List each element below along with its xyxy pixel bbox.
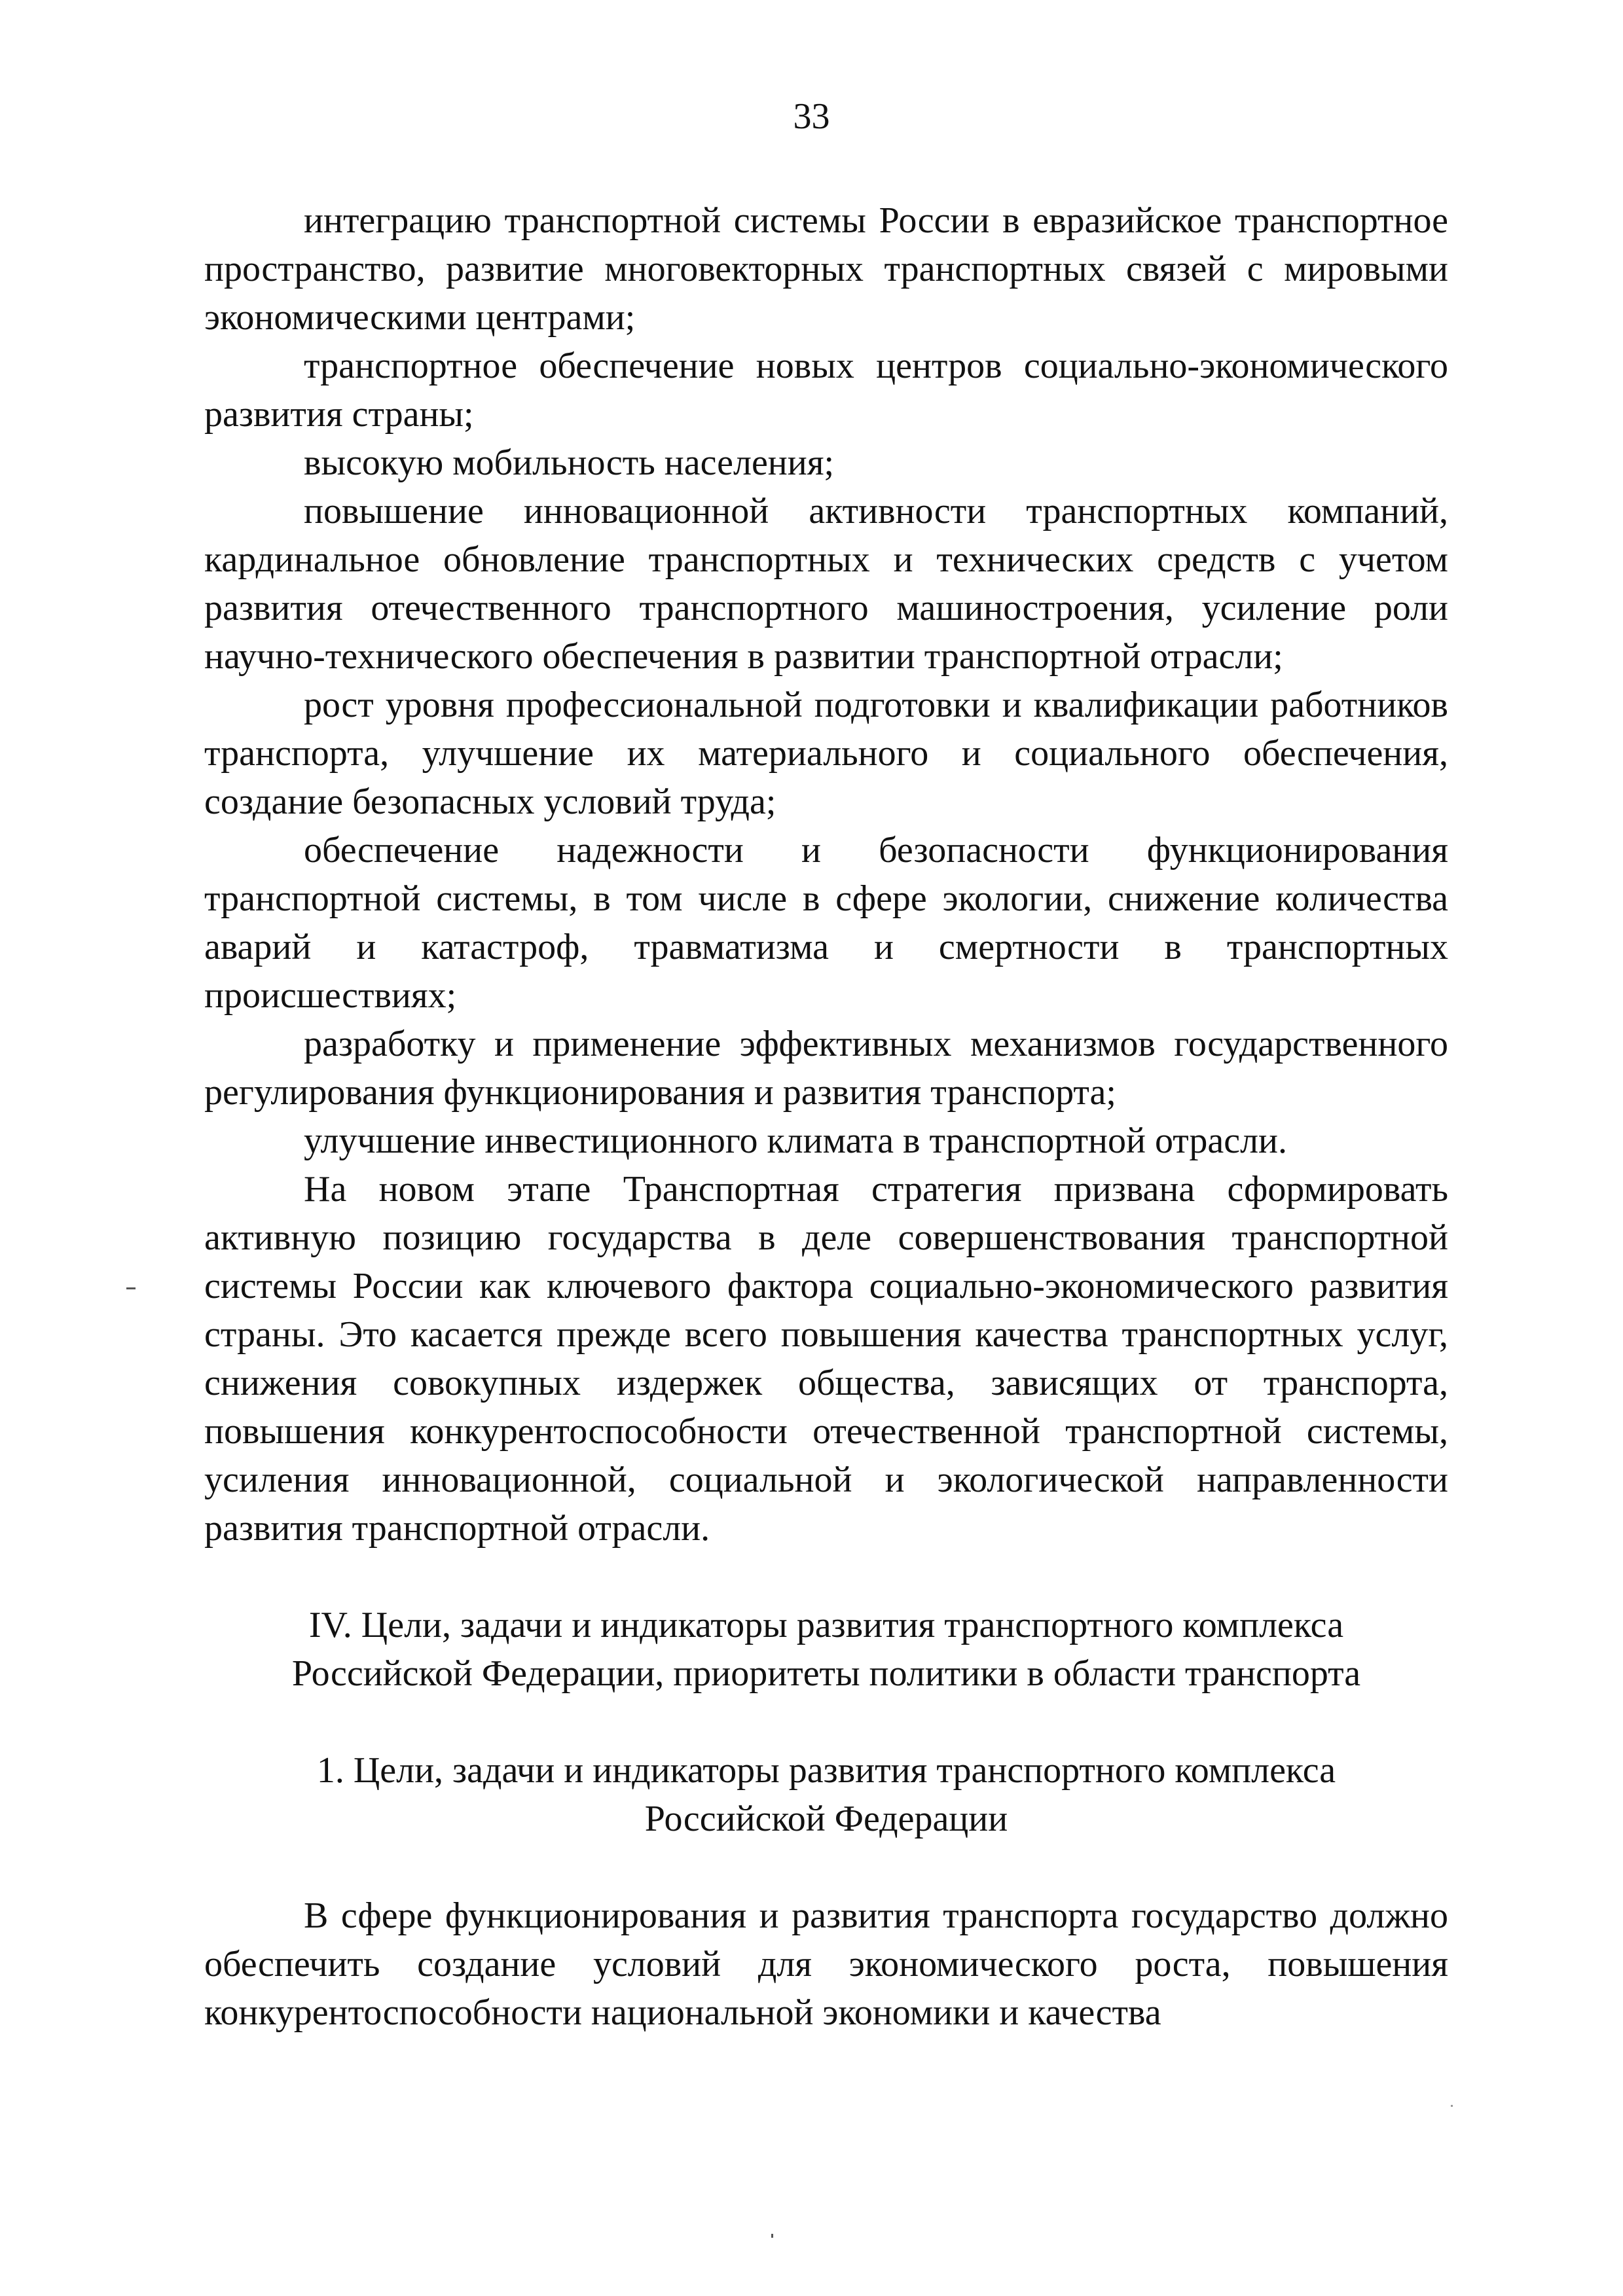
- section-heading: [204, 1601, 1448, 1698]
- section-heading-line-1: IV. Цели, задачи и индикаторы развития транспортного комплекса: [308, 1605, 1344, 1645]
- subsection-heading-line-2: Российской Федерации: [644, 1799, 1008, 1839]
- scan-artifact-mark: [126, 1287, 136, 1289]
- list-item-mobility: высокую мобильность населения;: [304, 442, 835, 483]
- list-item-investment-climate: улучшение инвестиционного климата в транспортной отрасли.: [304, 1121, 1288, 1161]
- list-item-regulation: разработку и применение эффективных механизмов государственного регулирования функционирования и развития транспорта;: [204, 1024, 1448, 1113]
- list-item-workforce: рост уровня профессиональной подготовки и квалификации работников транспорта, улучшение их материального и социального обеспечения, создание безопасных условий труда;: [204, 685, 1448, 822]
- subsection-heading: [204, 1746, 1448, 1843]
- document-body: [204, 196, 1448, 2037]
- list-item-new-centers: транспортное обеспечение новых центров социально-экономического развития страны;: [204, 346, 1448, 435]
- section-heading-line-2: Российской Федерации, приоритеты политики в области транспорта: [291, 1653, 1361, 1694]
- paragraph-state-role: В сфере функционирования и развития транспорта государство должно обеспечить создание условий для экономического роста, повышения конкурентоспособности национальной экономики и качества: [204, 1895, 1448, 2033]
- page-number: 33: [793, 96, 830, 137]
- subsection-heading-line-1: 1. Цели, задачи и индикаторы развития транспортного комплекса: [316, 1750, 1336, 1791]
- scan-artifact-mark: [771, 2234, 773, 2238]
- list-item-eurasian-integration: интеграцию транспортной системы России в евразийское транспортное пространство, развитие многовекторных транспортных связей с мировыми экономическими центрами;: [204, 200, 1448, 338]
- paragraph-strategy-role: На новом этапе Транспортная стратегия призвана сформировать активную позицию государства в деле совершенствования транспортной системы России как ключевого фактора социально-экономического развития страны. Это касается прежде всего повышения качества транспортных услуг, снижения совокупных издержек общества, зависящих от транспорта, повышения конкурентоспособности отечественной транспортной системы, усиления инновационной, социальной и экологической направленности развития транспортной отрасли.: [204, 1169, 1448, 1549]
- list-item-safety: обеспечение надежности и безопасности функционирования транспортной системы, в том числе в сфере экологии, снижение количества аварий и катастроф, травматизма и смертности в транспортных происшествиях;: [204, 830, 1448, 1016]
- scan-artifact-mark: [1451, 2105, 1453, 2107]
- list-item-innovation: повышение инновационной активности транспортных компаний, кардинальное обновление транспортных и технических средств с учетом развития отечественного транспортного машиностроения, усиление роли научно-технического обеспечения в развитии транспортной отрасли;: [204, 491, 1448, 677]
